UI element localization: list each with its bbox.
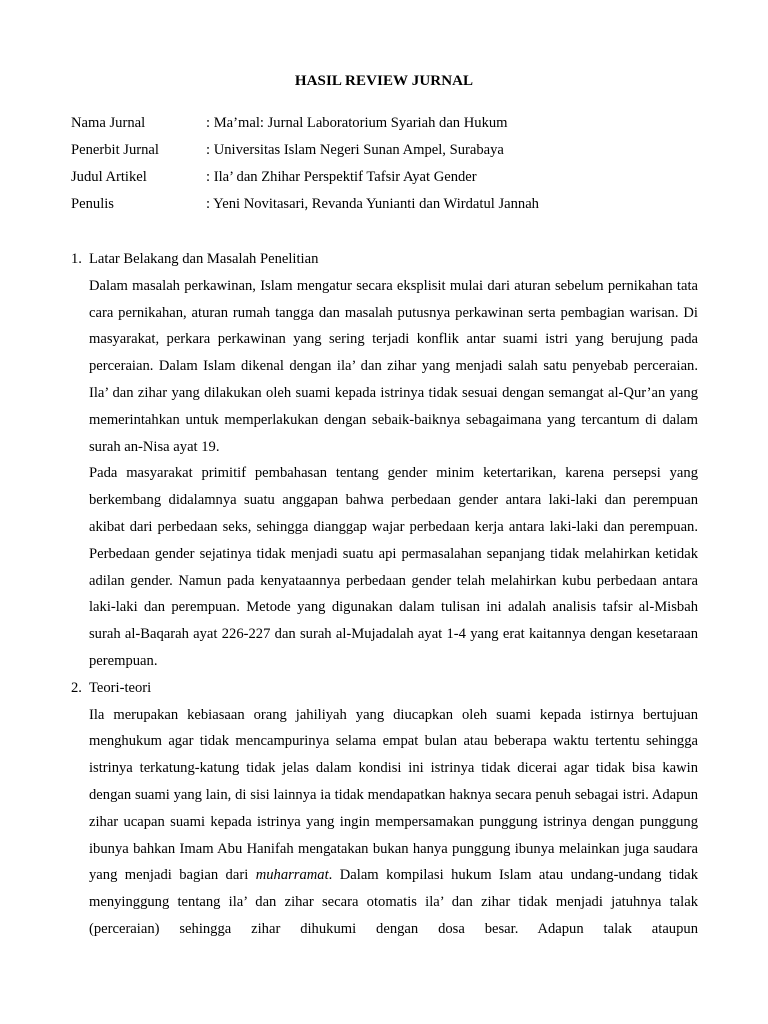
section-heading-text: Teori-teori (89, 679, 152, 696)
section-heading-theories (71, 675, 698, 702)
paragraph-text: . Dalam kompilasi hukum Islam atau undang-undang tidak menyinggung tentang ila’ dan zihar secara otomatis ila’ dan zihar tidak menjadi jatuhnya talak (perceraian) sehingga zihar dihukumi dengan dosa besar. Adapun talak ataupun (89, 867, 699, 937)
meta-value: : Universitas Islam Negeri Sunan Ampel, Surabaya (206, 142, 504, 158)
meta-value: : Ma’mal: Jurnal Laboratorium Syariah dan Hukum (206, 115, 508, 131)
meta-label: Penerbit Jurnal (71, 142, 159, 158)
section-number: 2. (71, 679, 82, 696)
section-heading-text: Latar Belakang dan Masalah Penelitian (89, 251, 319, 267)
journal-metadata (71, 113, 711, 221)
section-heading-background (71, 246, 698, 273)
paragraph-text: Ila merupakan kebiasaan orang jahiliyah yang diucapkan oleh suami kepada istirnya bertujuan menghukum agar tidak mencampurinya selama empat bulan atau beberapa waktu tertentu sehingga istrinya terkatung-katung tidak jelas dalam kondisi ini istrinya tidak dicerai agar tidak bisa kawin dengan suami yang lain, di sisi lainnya ia tidak mendapatkan haknya secara penuh sebagai istri. Adapun zihar ucapan suami kepada istrinya yang ingin mempersamakan punggung istrinya dengan punggung ibunya bahkan Imam Abu Hanifah mengatakan bukan hanya punggung ibunya melainkan juga saudara yang menjadi bagian dari (89, 706, 698, 884)
document-body (71, 246, 698, 943)
paragraph-background-2: Pada masyarakat primitif pembahasan tentang gender minim ketertarikan, karena persepsi yang berkembang didalamnya suatu anggapan bahwa perbedaan gender antara laki-laki dan perempuan akibat dari perbedaan seks, sehingga dianggap wajar perbedaan kerja antara laki-laki dan perempuan. Perbedaan gender sejatinya tidak menjadi suatu api permasalahan sepanjang tidak melahirkan ketidak adilan gender. Namun pada kenyataannya perbedaan gender telah melahirkan kubu perbedaan antara laki-laki dan perempuan. Metode yang digunakan dalam tulisan ini adalah analisis tafsir al-Misbah surah al-Baqarah ayat 226-227 dan surah al-Mujadalah ayat 1-4 yang erat kaitannya dengan kesetaraan perempuan. (89, 465, 698, 669)
meta-row-article-title (71, 167, 711, 194)
meta-row-authors (71, 194, 711, 221)
meta-label: Penulis (71, 196, 114, 212)
italic-term: muharramat (255, 867, 329, 884)
meta-row-publisher (71, 140, 711, 167)
meta-value: : Yeni Novitasari, Revanda Yunianti dan Wirdatul Jannah (206, 196, 539, 212)
meta-row-journal-name (71, 113, 711, 140)
paragraph-background-1: Dalam masalah perkawinan, Islam mengatur secara eksplisit mulai dari aturan sebelum pernikahan tata cara pernikahan, aturan rumah tangga dan masalah putusnya perkawinan serta pembagian warisan. Di masyarakat, perkara perkawinan yang sering terjadi konflik antar suami istri yang berujung pada perceraian. Dalam Islam dikenal dengan ila’ dan zihar yang menjadi salah satu penyebab perceraian. Ila’ dan zihar yang dilakukan oleh suami kepada istrinya tidak sesuai dengan semangat al-Qur’an yang memerintahkan untuk memperlakukan dengan sebaik-baiknya sebagaimana yang tercantum di dalam surah an-Nisa ayat 19. (89, 277, 698, 455)
meta-label: Judul Artikel (71, 169, 147, 185)
section-number: 1. (71, 251, 82, 267)
paragraph-theories-1 (89, 702, 698, 943)
document-title: HASIL REVIEW JURNAL (294, 73, 474, 89)
meta-label: Nama Jurnal (71, 115, 146, 131)
meta-value: : Ila’ dan Zhihar Perspektif Tafsir Ayat Gender (206, 169, 477, 185)
